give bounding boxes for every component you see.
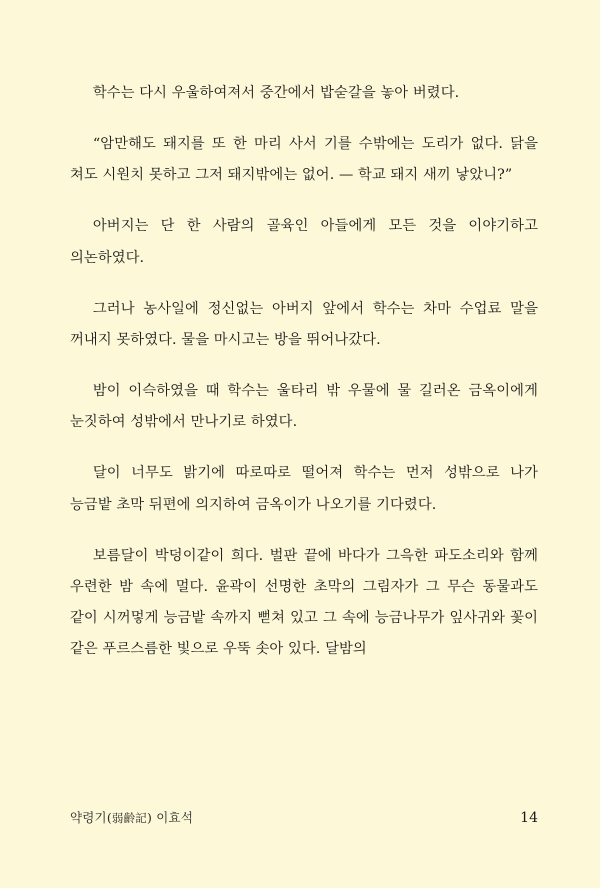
paragraph: 학수는 다시 우울하여져서 중간에서 밥숟갈을 놓아 버렸다.	[92, 85, 460, 101]
footer-title-author: ) 이효석	[147, 810, 194, 825]
footer-title-hanja: 弱齡記	[111, 811, 148, 825]
paragraph: 밤이 이슥하였을 때 학수는 울타리 밖 우물에 물 길러온 금옥이에게 눈짓하여 성밖에서 만나기로 하였다.	[70, 383, 538, 431]
page-body	[70, 78, 538, 665]
paragraph: “암만해도 돼지를 또 한 마리 사서 기를 수밖에는 도리가 없다. 닭을 쳐도 시원치 못하고 그저 돼지밖에는 없어. — 학교 돼지 새끼 낳았니?”	[70, 136, 538, 184]
footer-title	[70, 808, 193, 826]
page-footer	[70, 808, 538, 826]
page-number: 14	[520, 810, 538, 826]
footer-title-korean: 약령기(	[70, 810, 112, 825]
paragraph: 그러나 농사일에 정신없는 아버지 앞에서 학수는 차마 수업료 말을 꺼내지 못하였다. 물을 마시고는 방을 뛰어나갔다.	[70, 300, 538, 348]
paragraph: 달이 너무도 밝기에 따로따로 떨어져 학수는 먼저 성밖으로 나가 능금밭 초막 뒤편에 의지하여 금옥이가 나오기를 기다렸다.	[70, 465, 538, 513]
paragraph: 보름달이 박덩이같이 희다. 벌판 끝에 바다가 그윽한 파도소리와 함께 우련한 밤 속에 멀다. 윤곽이 선명한 초막의 그림자가 그 무슨 동물과도 같이 시꺼멓게 능금밭 속까지 뻗쳐 있고 그 속에 능금나무가 잎사귀와 꽃이 같은 푸르스름한 빛으로 우뚝 솟아 있다. 달밤의	[70, 547, 538, 658]
paragraph: 아버지는 단 한 사람의 골육인 아들에게 모든 것을 이야기하고 의논하였다.	[70, 218, 538, 266]
